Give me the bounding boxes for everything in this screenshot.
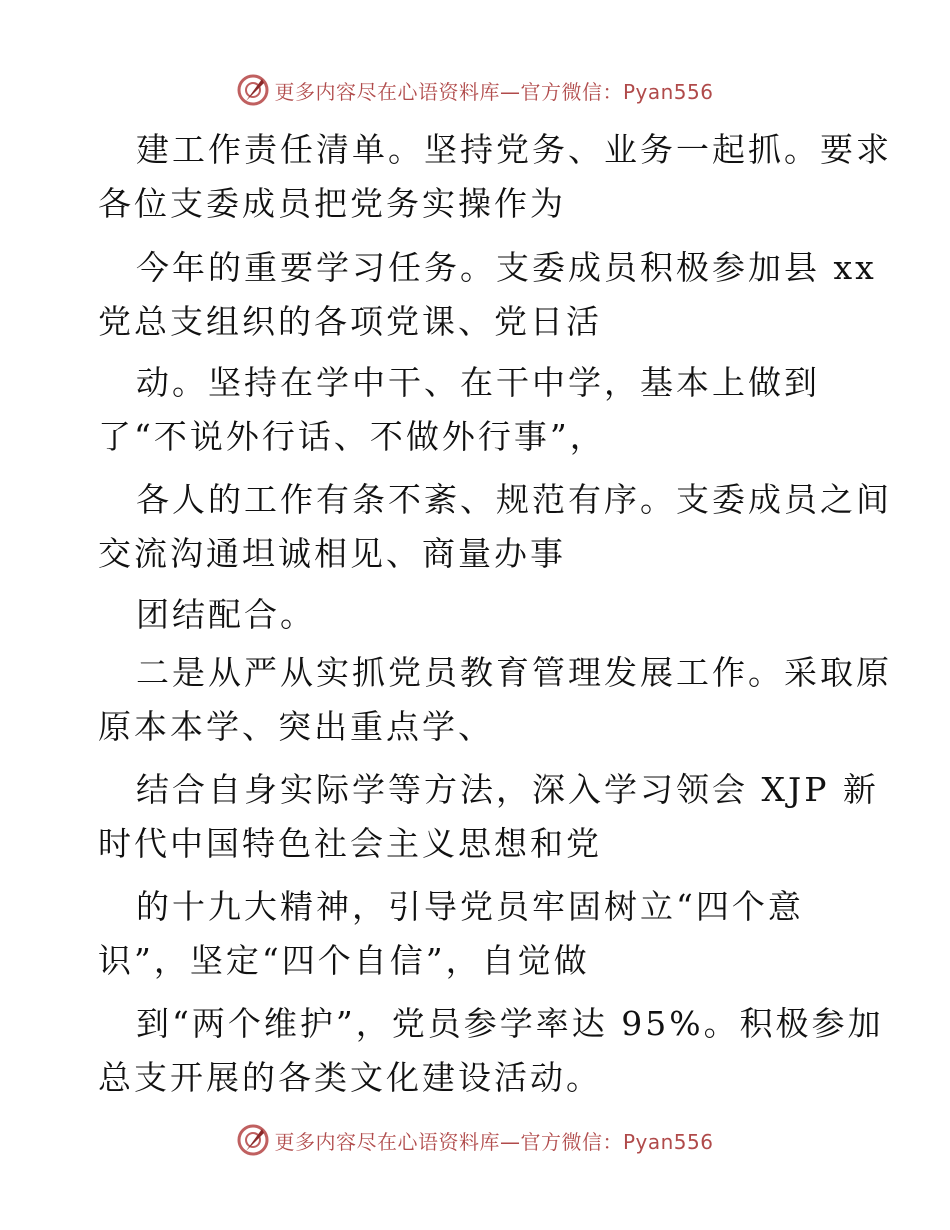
text-line: 时代中国特色社会主义思想和党 (98, 824, 602, 863)
text-line: 党总支组织的各项党课、党日活 (98, 302, 602, 341)
text-line: 的十九大精神，引导党员牢固树立“四个意 (136, 887, 804, 926)
text-line: 了“不说外行话、不做外行事”， (98, 417, 606, 456)
text-line: 各人的工作有条不紊、规范有序。支委成员之间 (136, 480, 892, 519)
text-line: 团结配合。 (136, 595, 316, 634)
text-line: 识”，坚定“四个自信”，自觉做 (98, 941, 590, 980)
quill-seal-icon (236, 73, 270, 107)
footer-banner (0, 1120, 950, 1160)
text-line: 动。坚持在学中干、在干中学，基本上做到 (136, 363, 820, 402)
text-line: 各位支委成员把党务实操作为 (98, 184, 566, 223)
footer-banner-text: 更多内容尽在心语资料库—官方微信：Pyan556 (274, 1129, 714, 1154)
text-line: 到“两个维护”，党员参学率达 95%。积极参加 (136, 1004, 884, 1043)
text-line: 交流沟通坦诚相见、商量办事 (98, 534, 566, 573)
text-line: 建工作责任清单。坚持党务、业务一起抓。要求 (136, 130, 892, 169)
text-line: 二是从严从实抓党员教育管理发展工作。采取原 (136, 653, 892, 692)
text-line: 原本本学、突出重点学、 (98, 707, 494, 746)
text-line: 今年的重要学习任务。支委成员积极参加县 xx (136, 248, 877, 287)
text-line: 总支开展的各类文化建设活动。 (98, 1058, 602, 1097)
header-banner-text: 更多内容尽在心语资料库—官方微信：Pyan556 (274, 79, 714, 104)
header-banner (0, 70, 950, 110)
quill-seal-icon (236, 1123, 270, 1157)
text-line: 结合自身实际学等方法，深入学习领会 XJP 新 (136, 770, 879, 809)
